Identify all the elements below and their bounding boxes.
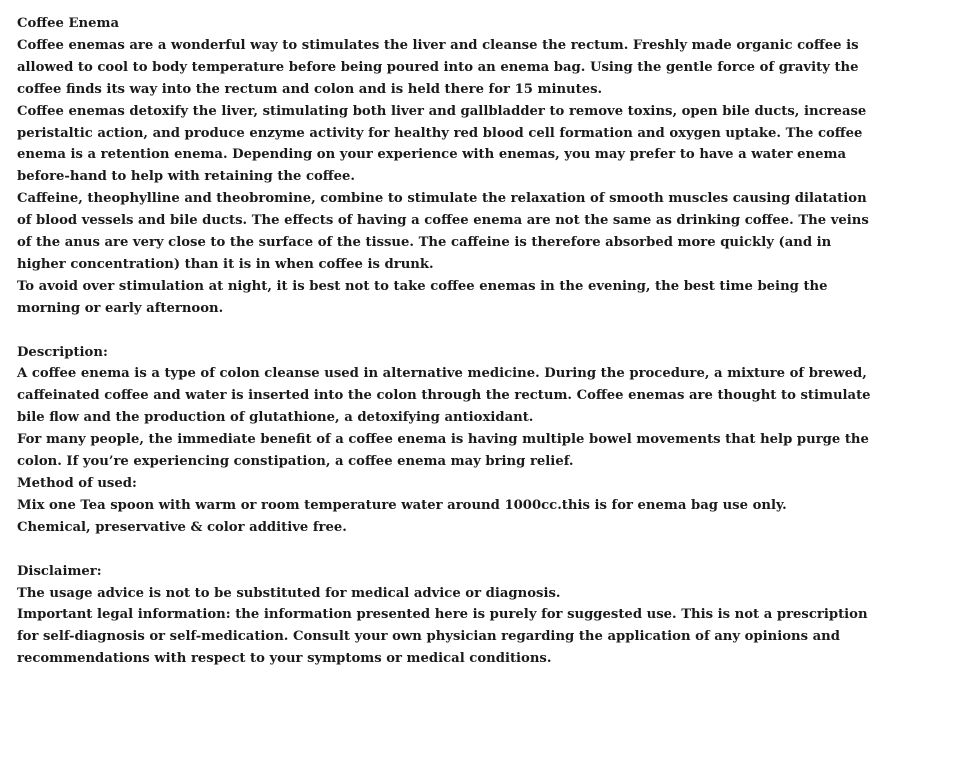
description-paragraph-2: For many people, the immediate benefit of a coffee enema is having multiple bowel movements that help purge the colon. If you’re experiencing constipation, a coffee enema may bring relief. xyxy=(17,432,869,470)
section-spacer xyxy=(17,539,877,561)
disclaimer-line-1: The usage advice is not to be substituted for medical advice or diagnosis. xyxy=(17,585,561,601)
description-heading: Description: xyxy=(17,344,108,360)
method-line-1: Mix one Tea spoon with warm or room temperature water around 1000cc.this is for enema bag use only. xyxy=(17,497,787,513)
section-spacer xyxy=(17,320,877,342)
disclaimer-paragraph-2: Important legal information: the information presented here is purely for suggested use. This is not a prescription for self-diagnosis or self-medication. Consult your own physician regarding the application of any opinions and recommendations with respect to your symptoms or medical conditions. xyxy=(17,607,868,667)
disclaimer-heading: Disclaimer: xyxy=(17,563,102,579)
document-body xyxy=(17,13,877,670)
description-paragraph-1: A coffee enema is a type of colon cleanse used in alternative medicine. During the procedure, a mixture of brewed, caffeinated coffee and water is inserted into the colon through the rectum. Coffee enemas are thought to stimulate bile flow and the production of glutathione, a detoxifying antioxidant. xyxy=(17,366,871,426)
method-heading: Method of used: xyxy=(17,476,137,492)
method-line-2: Chemical, preservative & color additive free. xyxy=(17,519,347,535)
intro-paragraph-3: Caffeine, theophylline and theobromine, combine to stimulate the relaxation of smooth muscles causing dilatation of blood vessels and bile ducts. The effects of having a coffee enema are not the same as drinking coffee. The veins of the anus are very close to the surface of the tissue. The caffeine is therefore absorbed more quickly (and in higher concentration) than it is in when coffee is drunk. xyxy=(17,191,869,272)
intro-paragraph-4: To avoid over stimulation at night, it is best not to take coffee enemas in the evening, the best time being the morning or early afternoon. xyxy=(17,278,828,316)
intro-paragraph-1: Coffee enemas are a wonderful way to stimulates the liver and cleanse the rectum. Freshly made organic coffee is allowed to cool to body temperature before being poured into an enema bag. Using the gentle force of gravity the coffee finds its way into the rectum and colon and is held there for 15 minutes. xyxy=(17,37,859,97)
document-title: Coffee Enema xyxy=(17,16,120,31)
intro-paragraph-2: Coffee enemas detoxify the liver, stimulating both liver and gallbladder to remove toxins, open bile ducts, increase peristaltic action, and produce enzyme activity for healthy red blood cell formation and oxygen uptake. The coffee enema is a retention enema. Depending on your experience with enemas, you may prefer to have a water enema before-hand to help with retaining the coffee. xyxy=(17,103,867,185)
